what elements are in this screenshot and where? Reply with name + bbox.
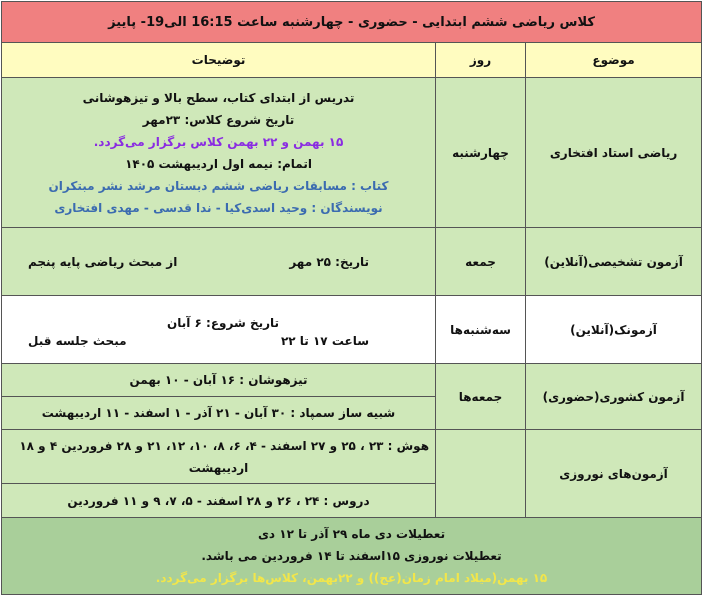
schedule-table [1, 1, 702, 595]
table-row [2, 78, 702, 228]
row3-day: سه‌شنبه‌ها [436, 296, 526, 364]
table-row [2, 364, 702, 397]
row2-desc [2, 228, 436, 296]
row1-desc [2, 78, 436, 228]
header-day: روز [436, 43, 526, 78]
row5-line1: هوش : ۲۳ ، ۲۵ و ۲۷ اسفند - ۴، ۶، ۸، ۱۰، ۱۲، ۲۱ و ۲۸ فروردین ۴ و ۱۸ [19, 438, 430, 453]
notes-row [2, 518, 702, 595]
table-row [2, 296, 702, 364]
note-nowruz-holiday: تعطیلات نوروزی ۱۵اسفند تا ۱۴ فروردین می باشد. [201, 549, 502, 563]
row5-day [436, 430, 526, 518]
row4-subject: آزمون کشوری(حضوری) [526, 364, 702, 430]
row1-line2: تاریخ شروع کلاس: ۲۳مهر [142, 112, 295, 127]
row1-line3: ۱۵ بهمن و ۲۲ بهمن کلاس برگزار می‌گردد. [93, 134, 344, 149]
row3-start: تاریخ شروع: ۶ آبان [167, 315, 280, 330]
row3-time: ساعت ۱۷ تا ۲۲ [280, 333, 370, 348]
row5-subject: آزمون‌های نوروزی [526, 430, 702, 518]
header-row [2, 43, 702, 78]
table-row [2, 228, 702, 296]
row2-date: تاریخ: ۲۵ مهر [289, 254, 370, 269]
row5-desc-b: دروس : ۲۴ ، ۲۶ و ۲۸ اسفند - ۵، ۷، ۹ و ۱۱ فروردین [2, 484, 436, 518]
table-row [2, 430, 702, 484]
row1-line6: نویسندگان : وحید اسدی‌کیا - ندا قدسی - مهدی افتخاری [54, 200, 383, 215]
header-desc: توضیحات [2, 43, 436, 78]
note-bahman-classes: ۱۵ بهمن(میلاد امام زمان(عج)) و ۲۲بهمن، کلاس‌ها برگزار می‌گردد. [155, 571, 548, 585]
header-subject: موضوع [526, 43, 702, 78]
row3-topic: مبحث جلسه قبل [28, 333, 127, 348]
row2-day: جمعه [436, 228, 526, 296]
row5-desc-a [2, 430, 436, 484]
row2-topic: از مبحث ریاضی پایه پنجم [28, 254, 178, 269]
row1-subject: ریاضی استاد افتخاری [526, 78, 702, 228]
row1-line5: کتاب : مسابقات ریاضی ششم دبستان مرشد نشر مبتکران [48, 178, 389, 193]
row3-desc [2, 296, 436, 364]
row1-line1: تدریس از ابتدای کتاب، سطح بالا و تیزهوشانی [82, 90, 355, 105]
notes-cell [2, 518, 702, 595]
row5-line2: اردیبهشت [188, 460, 249, 475]
row4-day: جمعه‌ها [436, 364, 526, 430]
row3-subject: آزمونک(آنلاین) [526, 296, 702, 364]
row4-desc-b: شبیه ساز سمپاد : ۳۰ آبان - ۲۱ آذر - ۱ اسفند - ۱۱ اردیبهشت [2, 397, 436, 430]
title-row [2, 2, 702, 43]
row4-desc-a: تیزهوشان : ۱۶ آبان - ۱۰ بهمن [2, 364, 436, 397]
note-winter-holiday: تعطیلات دی ماه ۲۹ آذر تا ۱۲ دی [257, 527, 446, 541]
table-title: کلاس ریاضی ششم ابتدایی - حضوری - چهارشنبه ساعت 16:15 الی19- پاییز [2, 2, 702, 43]
row2-subject: آزمون تشخیصی(آنلاین) [526, 228, 702, 296]
row1-day: چهارشنبه [436, 78, 526, 228]
row1-line4: اتمام: نیمه اول اردیبهشت ۱۴۰۵ [125, 156, 312, 171]
